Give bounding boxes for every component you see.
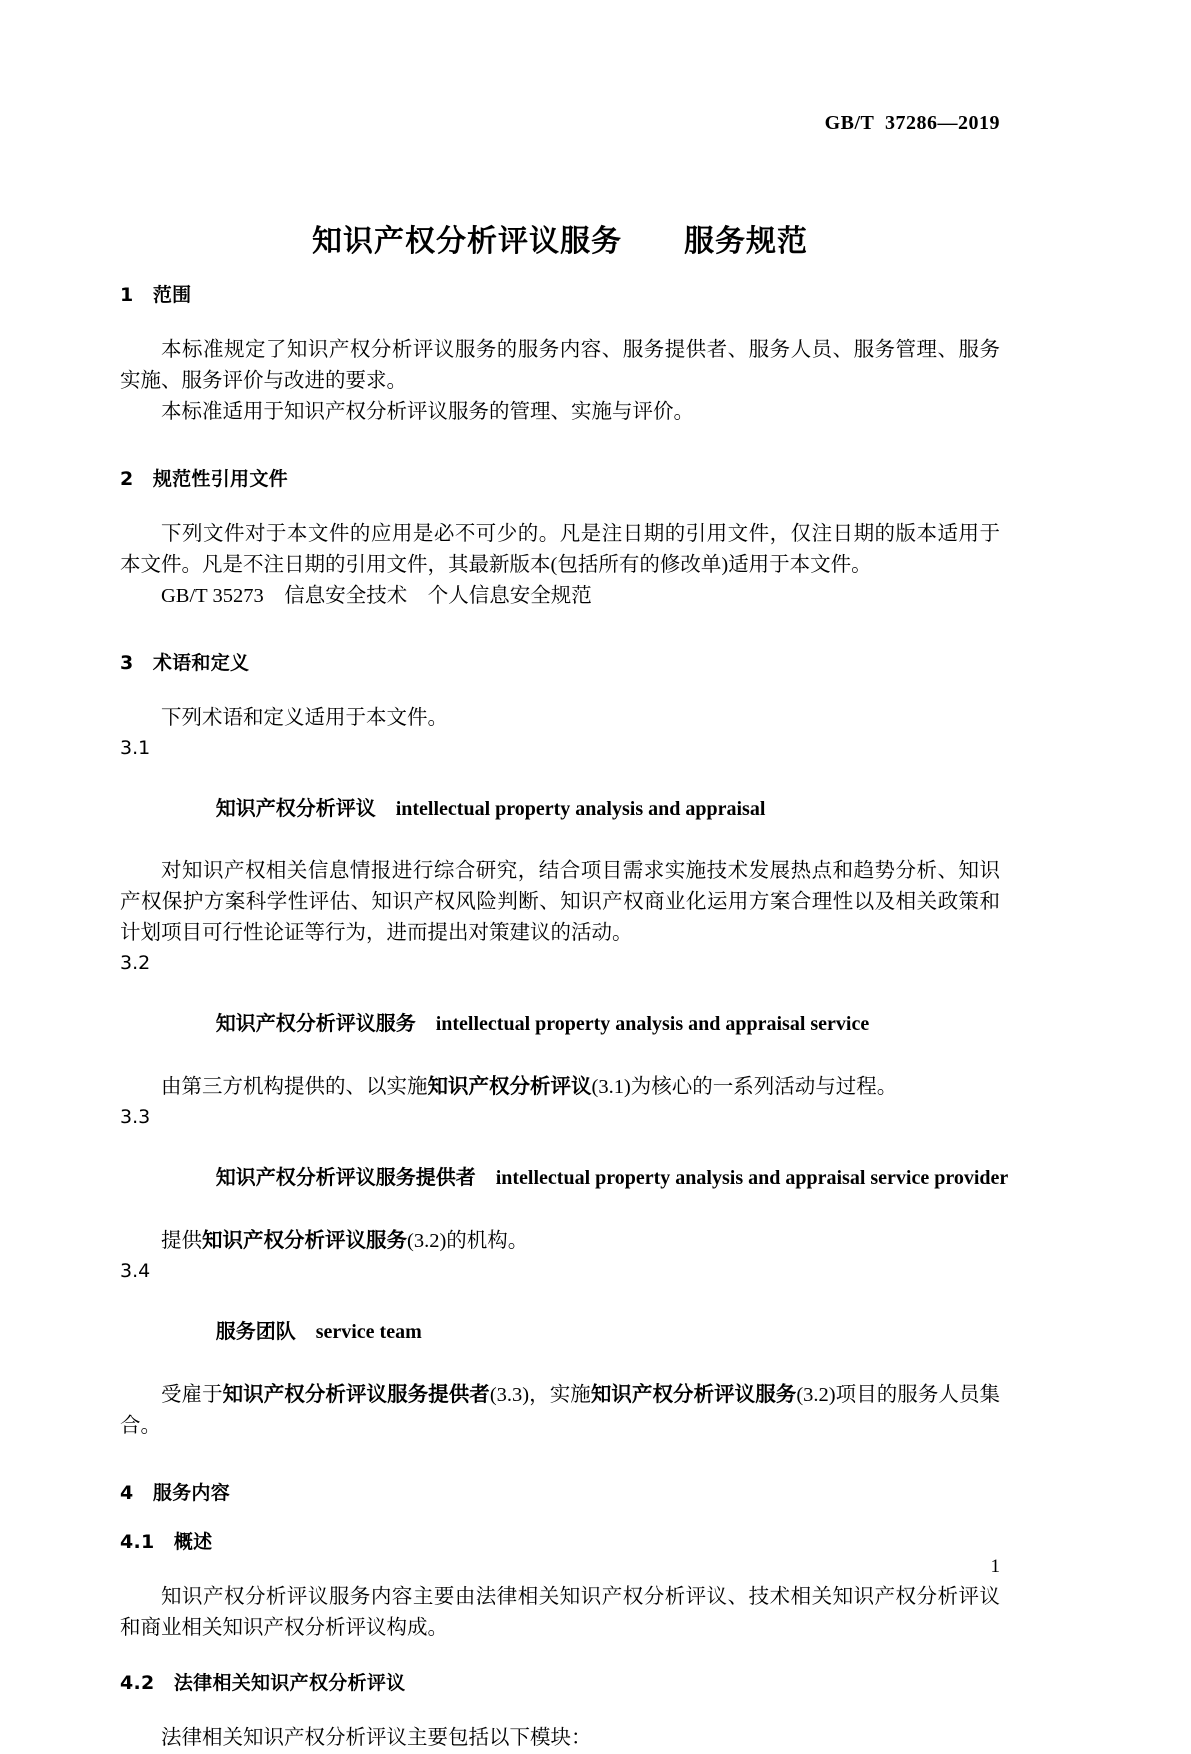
document-title: 知识产权分析评议服务 服务规范: [312, 224, 808, 260]
term-name-zh-3-1: 知识产权分析评议: [215, 796, 376, 820]
page-number: 1: [990, 1556, 1000, 1577]
term-name-zh-3-4: 服务团队: [215, 1319, 296, 1343]
term-number-3-4: 3.4: [120, 1260, 151, 1282]
normative-reference-item: GB/T 35273 信息安全技术 个人信息安全规范: [161, 585, 592, 607]
definition-run-0: 提供: [161, 1230, 202, 1252]
clause-heading-4: 4 服务内容: [120, 1482, 231, 1504]
term-number-3-1: 3.1: [120, 737, 151, 759]
clause-heading-4-2: 4.2 法律相关知识产权分析评议: [120, 1672, 406, 1694]
definition-run-2: (3.2)的机构。: [407, 1230, 529, 1252]
term-definition-3-4: [120, 1379, 1000, 1442]
term-number-3-3: 3.3: [120, 1106, 151, 1128]
definition-run-1: 知识产权分析评议服务提供者: [222, 1382, 490, 1406]
clause-1-paragraph-1: 本标准规定了知识产权分析评议服务的服务内容、服务提供者、服务人员、服务管理、服务实施、服务评价与改进的要求。: [120, 339, 1000, 392]
term-definition-3-3: [120, 1225, 1000, 1257]
definition-run-1: 知识产权分析评议服务: [202, 1228, 407, 1252]
term-entry-3-1: [120, 762, 1000, 856]
definition-run-2: (3.1)为核心的一系列活动与过程。: [591, 1076, 898, 1098]
term-name-en-3-1: intellectual property analysis and appraisal: [395, 798, 766, 820]
term-entry-3-4: [120, 1285, 1000, 1379]
term-name-en-spacer-3-3: [476, 1167, 496, 1189]
clause-1-paragraph-2: 本标准适用于知识产权分析评议服务的管理、实施与评价。: [161, 401, 694, 423]
running-header-standard-number: GB/T 37286—2019: [824, 112, 1000, 134]
term-name-zh-3-3: 知识产权分析评议服务提供者: [215, 1165, 476, 1189]
term-name-en-spacer-3-4: [296, 1321, 316, 1343]
term-entry-3-2: [120, 977, 1000, 1071]
term-name-en-3-4: service team: [315, 1321, 422, 1343]
term-name-zh-3-2: 知识产权分析评议服务: [215, 1011, 416, 1035]
term-entry-3-3: [120, 1131, 1009, 1225]
clause-heading-3: 3 术语和定义: [120, 652, 250, 674]
clause-heading-1: 1 范围: [120, 284, 192, 306]
clause-4-2-paragraph-1: 法律相关知识产权分析评议主要包括以下模块：: [161, 1727, 592, 1749]
clause-heading-4-1: 4.1 概述: [120, 1531, 213, 1553]
clause-4-1-paragraph-1: 知识产权分析评议服务内容主要由法律相关知识产权分析评议、技术相关知识产权分析评议和商业相关知识产权分析评议构成。: [120, 1586, 1000, 1639]
definition-run-2: (3.3)，实施: [489, 1384, 591, 1406]
term-name-en-spacer-3-1: [376, 798, 396, 820]
clause-heading-2: 2 规范性引用文件: [120, 468, 288, 490]
term-definition-3-1: 对知识产权相关信息情报进行综合研究，结合项目需求实施技术发展热点和趋势分析、知识产权保护方案科学性评估、知识产权风险判断、知识产权商业化运用方案合理性以及相关政策和计划项目可行性论证等行为，进而提出对策建议的活动。: [120, 860, 1000, 944]
definition-run-0: 受雇于: [161, 1384, 223, 1406]
term-name-en-3-3: intellectual property analysis and appraisal service provider: [495, 1167, 1009, 1189]
definition-run-1: 知识产权分析评议: [427, 1074, 592, 1098]
term-number-3-2: 3.2: [120, 952, 151, 974]
clause-3-paragraph-1: 下列术语和定义适用于本文件。: [161, 707, 448, 729]
term-name-en-3-2: intellectual property analysis and appraisal service: [435, 1013, 870, 1035]
definition-run-4: (3.2)项目的服务人员集合。: [120, 1384, 1001, 1437]
definition-run-3: 知识产权分析评议服务: [590, 1382, 797, 1406]
term-definition-3-2: [120, 1071, 1000, 1103]
document-body: [120, 284, 1009, 1754]
definition-run-0: 由第三方机构提供的、以实施: [161, 1076, 428, 1098]
clause-2-paragraph-1: 下列文件对于本文件的应用是必不可少的。凡是注日期的引用文件，仅注日期的版本适用于本文件。凡是不注日期的引用文件，其最新版本(包括所有的修改单)适用于本文件。: [120, 523, 1000, 576]
term-name-en-spacer-3-2: [416, 1013, 436, 1035]
